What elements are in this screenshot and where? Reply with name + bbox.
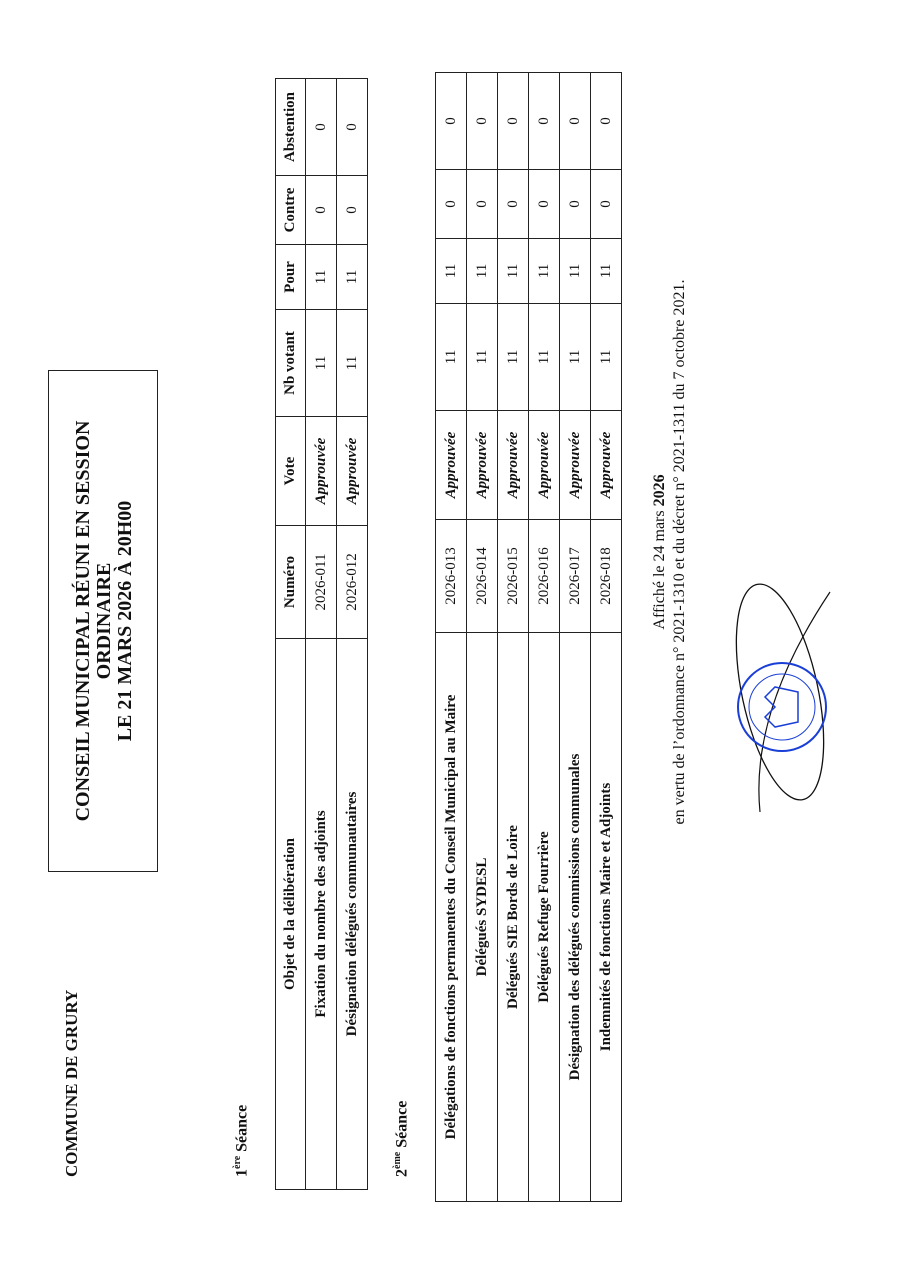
cell-pour: 11 [306, 245, 337, 310]
affiche-prefix: Affiché le 24 mars [651, 506, 668, 630]
coat-of-arms-icon [765, 687, 798, 727]
table-row [591, 73, 622, 1202]
cell-numero: 2026-014 [467, 520, 498, 633]
cell-vote: Approuvée [436, 411, 467, 520]
cell-pour: 11 [436, 239, 467, 304]
cell-abstention: 0 [337, 79, 368, 176]
table-row [306, 79, 337, 1190]
cell-pour: 11 [560, 239, 591, 304]
cell-numero: 2026-011 [306, 526, 337, 639]
legal-line: en vertu de l’ordonnance n° 2021-1310 et du décret n° 2021-1311 du 7 octobre 2021. [671, 279, 688, 825]
cell-vote: Approuvée [591, 411, 622, 520]
title-line-3: LE 21 MARS 2026 À 20H00 [114, 500, 136, 742]
commune-name: COMMUNE DE GRURY [62, 989, 81, 1177]
cell-abstention: 0 [306, 79, 337, 176]
cell-abstention: 0 [467, 73, 498, 170]
cell-abstention: 0 [498, 73, 529, 170]
footer [650, 232, 690, 872]
cell-contre: 0 [467, 170, 498, 239]
table-row [436, 73, 467, 1202]
seance-2-label: Séance [393, 1100, 411, 1148]
cell-objet: Indemnités de fonctions Maire et Adjoints [591, 633, 622, 1202]
cell-contre: 0 [560, 170, 591, 239]
header-nb-votant: Nb votant [276, 310, 306, 417]
header-vote: Vote [276, 417, 306, 526]
cell-numero: 2026-015 [498, 520, 529, 633]
cell-numero: 2026-016 [529, 520, 560, 633]
cell-objet: Délégués Refuge Fourrière [529, 633, 560, 1202]
header-objet: Objet de la délibération [276, 639, 306, 1190]
cell-objet: Délégués SIE Bords de Loire [498, 633, 529, 1202]
cell-objet: Délégués SYDESL [467, 633, 498, 1202]
cell-nb-votant: 11 [591, 304, 622, 411]
title-box [48, 370, 158, 872]
seance-1-label: Séance [233, 1104, 251, 1152]
cell-vote: Approuvée [306, 417, 337, 526]
header-pour: Pour [276, 245, 306, 310]
cell-abstention: 0 [560, 73, 591, 170]
seance-1-heading [232, 1105, 251, 1177]
title-line-2: ORDINAIRE [93, 562, 115, 680]
cell-pour: 11 [591, 239, 622, 304]
affiche-year: 2026 [651, 474, 668, 507]
cell-vote: Approuvée [467, 411, 498, 520]
table-row [498, 73, 529, 1202]
cell-objet: Désignation délégués communautaires [337, 639, 368, 1190]
cell-numero: 2026-012 [337, 526, 368, 639]
seance-2-heading [392, 1101, 411, 1177]
cell-contre: 0 [306, 176, 337, 245]
stamp-outer-circle [738, 663, 826, 751]
cell-contre: 0 [337, 176, 368, 245]
cell-nb-votant: 11 [529, 304, 560, 411]
cell-pour: 11 [467, 239, 498, 304]
stamp-inner-circle [749, 674, 815, 740]
cell-nb-votant: 11 [560, 304, 591, 411]
cell-pour: 11 [529, 239, 560, 304]
cell-objet: Désignation des délégués commissions communales [560, 633, 591, 1202]
cell-nb-votant: 11 [467, 304, 498, 411]
cell-objet: Délégations de fonctions permanentes du Conseil Municipal au Maire [436, 633, 467, 1202]
cell-numero: 2026-017 [560, 520, 591, 633]
table-row [467, 73, 498, 1202]
cell-vote: Approuvée [529, 411, 560, 520]
table-row [560, 73, 591, 1202]
seance-1-table [275, 78, 368, 1190]
header-abstention: Abstention [276, 79, 306, 176]
cell-numero: 2026-013 [436, 520, 467, 633]
cell-abstention: 0 [591, 73, 622, 170]
cell-contre: 0 [529, 170, 560, 239]
cell-pour: 11 [498, 239, 529, 304]
table-row [337, 79, 368, 1190]
cell-abstention: 0 [529, 73, 560, 170]
cell-nb-votant: 11 [436, 304, 467, 411]
cell-contre: 0 [498, 170, 529, 239]
table-row [529, 73, 560, 1202]
cell-pour: 11 [337, 245, 368, 310]
header-contre: Contre [276, 176, 306, 245]
cell-vote: Approuvée [498, 411, 529, 520]
seance-2-sup: ème [392, 1151, 403, 1169]
cell-vote: Approuvée [560, 411, 591, 520]
seance-1-ordinal: 1 [233, 1169, 251, 1177]
affiche-line [650, 232, 670, 872]
title-line-1: CONSEIL MUNICIPAL RÉUNI EN SESSION [72, 420, 94, 822]
header-numero: Numéro [276, 526, 306, 639]
cell-nb-votant: 11 [306, 310, 337, 417]
cell-contre: 0 [436, 170, 467, 239]
seance-2-ordinal: 2 [393, 1169, 411, 1177]
table-header-row [276, 79, 306, 1190]
cell-contre: 0 [591, 170, 622, 239]
seance-1-sup: ère [232, 1155, 243, 1169]
cell-nb-votant: 11 [337, 310, 368, 417]
cell-abstention: 0 [436, 73, 467, 170]
seance-2-table [435, 72, 622, 1202]
cell-objet: Fixation du nombre des adjoints [306, 639, 337, 1190]
cell-nb-votant: 11 [498, 304, 529, 411]
signature-loop [720, 582, 840, 807]
cell-numero: 2026-018 [591, 520, 622, 633]
mayor-signature-stamp [720, 582, 840, 832]
cell-vote: Approuvée [337, 417, 368, 526]
